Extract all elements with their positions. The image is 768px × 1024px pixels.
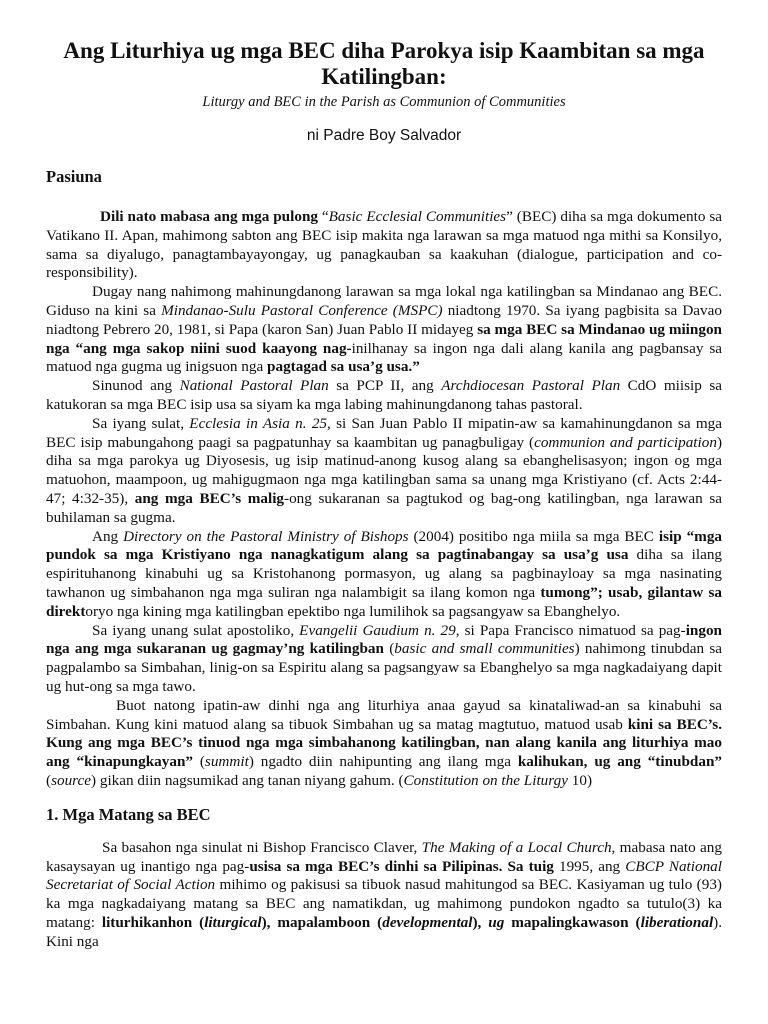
text-run: Ang: [92, 527, 124, 545]
text-run: ) nahimong tinubdan sa pagpalambo sa Simbahan, linig-on sa Espiritu alang sa pagsangyaw sa Ebanghelyo sa mga nagkadaiyang dapit ug hut-ong sa mga tawo.: [46, 640, 722, 695]
text-run: liberational: [640, 913, 714, 931]
text-run: [204, 914, 261, 931]
text-run: usisa sa mga BEC’s dinhi sa Pilipinas. Sa tuig: [249, 857, 554, 875]
text-run: basic and small communities: [394, 640, 575, 658]
text-run: ” (BEC) diha sa mga dokumento sa Vatikano II. Apan, mahimong sabton ang BEC isip makita nga larawan sa mga matuod nga mithi sa Konsilyo, sama sa diyalugo, panagtambayayongay, ug panagkauban sa kaakuhan (dialogue, participation and co-responsibility).: [46, 208, 723, 282]
text-run: source: [51, 771, 91, 789]
text-run: Sa basahon nga sinulat ni Bishop Francisco Claver,: [102, 838, 422, 856]
text-run: summit: [204, 753, 249, 771]
text-run: liturgical: [204, 913, 262, 931]
text-run: Mindanao-Sulu Pastoral Conference (MSPC): [161, 301, 443, 319]
paragraph-5: [46, 528, 722, 622]
text-run: Dugay nang nahimong mahinungdanong larawan sa mga lokal nga katilingban sa Mindanao ang BEC. Giduso na kini sa: [46, 283, 722, 319]
text-run: 10): [567, 771, 592, 789]
paragraph-6: [46, 622, 722, 697]
text-run: niadtong 1970. Sa iyang pagbisita sa Davao niadtong Pebrero 20, 1981, si Papa (karon San) Juan Pablo II midayeg: [46, 301, 722, 338]
text-run: (: [46, 771, 52, 789]
text-run: sa mga BEC sa Mindanao ug miingon nga “ang mga sakop niini suod kaayong nag-: [46, 320, 722, 357]
section-heading-pasiuna: Pasiuna: [46, 167, 102, 186]
text-run: (: [193, 753, 205, 771]
text-run: sa PCP II, ang: [328, 377, 442, 395]
text-run: developmental: [382, 913, 473, 931]
text-run: Dili nato mabasa ang mga pulong: [100, 208, 318, 225]
text-run: (2004) positibo nga miila sa mga BEC: [408, 527, 659, 545]
text-run: [382, 914, 472, 931]
text-run: , mabasa nato ang kasaysayan ug inantigo nga pag-: [46, 838, 722, 875]
text-run: , si Papa Francisco nimatuod sa pag-: [455, 621, 686, 639]
text-run: Directory on the Pastoral Ministry of Bishops: [123, 527, 409, 545]
text-run: ang mga BEC’s malig: [134, 489, 285, 507]
text-run: mihimo og pakisusi sa tibuok nasud mahitungod sa BEC. Kasiyaman ug tulo (93) ka mga nagkadaiyang matang sa BEC ang namatikdan, ug mahimong pundokon ngadto sa tutulo(3) ka matang:: [46, 876, 722, 931]
text-run: Ecclesia in Asia n. 25: [189, 414, 328, 432]
text-run: ) diha sa mga parokya ug Diyosesis, ug isip matinud-anong kusog alang sa ebanghelisasyon; ingon og mga matuohon, maampoon, ug mahigugmaon nga mga katilingban sama sa unang mga Kristiyano (cf. Acts 2:44-47; 4:32-35),: [46, 433, 722, 507]
text-run: [488, 914, 504, 931]
paragraph-3: [46, 377, 722, 415]
paragraph-8: [46, 839, 722, 952]
text-run: Sinunod ang: [92, 377, 180, 395]
text-run: ) gikan diin nagsumikad ang tanan niyang gahum. (: [91, 771, 404, 789]
text-run: 1995, ang: [553, 857, 626, 875]
text-run: ) ngadto diin nahipunting ang ilang mga: [248, 753, 518, 771]
text-run: , si San Juan Pablo II mipatin-aw sa kamahinungdanon sa mga BEC isip mabungahong paagi sa pagpatunhay sa kaambitan ug panagbuligay (: [46, 414, 723, 451]
text-run: Sa iyang sulat,: [92, 414, 190, 432]
paragraph-7: [46, 697, 722, 791]
text-run: (: [628, 913, 641, 931]
paragraph-1: [46, 208, 722, 283]
text-run: CdO miisip sa katukoran sa mga BEC isip usa sa siyam ka mga labing mahinungdanong tahas pastoral.: [46, 377, 722, 413]
text-run: ingon nga ang mga sukaranan ug gagmay’ng katilingban: [46, 621, 723, 658]
text-run: (: [383, 640, 395, 658]
text-run: kini sa BEC’s. Kung ang mga BEC’s tinuod nga mga simbahanong katilingban, nan alang kanila ang liturhiya mao ang “kinapungkayan”: [46, 715, 723, 771]
text-run: kalihukan, ug ang “tinubdan”: [517, 753, 722, 771]
text-run: , Evangelii Gaudium n. 29: [290, 621, 456, 639]
text-run: -ong sukaranan sa pagtukod og bag-ong katilingban, nga larawan sa buhilaman sa gugma.: [46, 489, 722, 526]
text-run: communion and participation: [534, 433, 717, 451]
text-run: Constitution on the Liturgy: [403, 771, 568, 789]
document-title: Ang Liturhiya ug mga BEC diha Parokya isip Kaambitan sa mga Katilingban:: [63, 38, 705, 89]
text-run: ). Kini nga: [46, 913, 723, 950]
text-run: Sa iyang unang sulat apostoliko: [92, 621, 291, 639]
paragraph-2: [46, 283, 722, 377]
text-run: inilhanay sa ingon nga dali alang kanila ang pagbansay sa matuod nga gugma ug inigsuon nga: [46, 339, 722, 376]
paragraph-4: [46, 415, 722, 528]
text-run: (: [192, 913, 205, 931]
section-heading-mga-matang: 1. Mga Matang sa BEC: [46, 804, 211, 824]
document-subtitle: Liturgy and BEC in the Parish as Communion of Communities: [202, 94, 566, 110]
text-run: liturhikanhon: [101, 913, 193, 931]
text-run: Buot natong ipatin-aw dinhi nga ang liturhiya anaa gayud sa kinataliwad-an sa kinabuhi sa Simbahan. Kung kini matuod alang sa tibuok Simbahan ug sa matag magtutuo, matuod usab: [46, 696, 722, 733]
text-run: isip “mga pundok sa mga Kristiyano nga nanagkatigum alang sa pagtinabangay sa usa’g usa: [46, 527, 723, 564]
text-run: mapalamboon: [277, 913, 371, 931]
text-run: ug: [488, 913, 505, 931]
text-run: pagtagad sa usa’g usa.”: [267, 358, 420, 376]
text-run: oryo nga kining mga katilingban epektibo nga lumilihok sa pagsangyaw sa Ebanghelyo.: [85, 602, 621, 620]
text-run: ),: [472, 913, 489, 931]
text-run: tumong”; usab, gilantaw sa direkt: [46, 583, 722, 620]
text-run: National Pastoral Plan: [179, 377, 329, 395]
text-run: [641, 914, 714, 931]
author-line: ni Padre Boy Salvador: [306, 127, 462, 144]
text-run: “: [317, 208, 329, 225]
text-run: (: [370, 913, 383, 931]
text-run: The Making of a Local Church: [421, 838, 612, 856]
text-run: mapalingkawason: [511, 913, 629, 931]
text-run: Basic Ecclesial Communities: [328, 208, 507, 225]
text-run: ),: [261, 913, 278, 931]
text-run: CBCP National Secretariat of Social Action: [46, 857, 722, 894]
text-run: diha sa ilang espirituhanong kinabuhi ug sa Kristohanong pormasyon, ug alang sa pagbinayloay sa mga nasinating tawhanon ug simbahanon nga mga suliran nga nalambigit sa ilang komon nga: [46, 546, 723, 601]
text-run: Archdiocesan Pastoral Plan: [441, 377, 621, 395]
